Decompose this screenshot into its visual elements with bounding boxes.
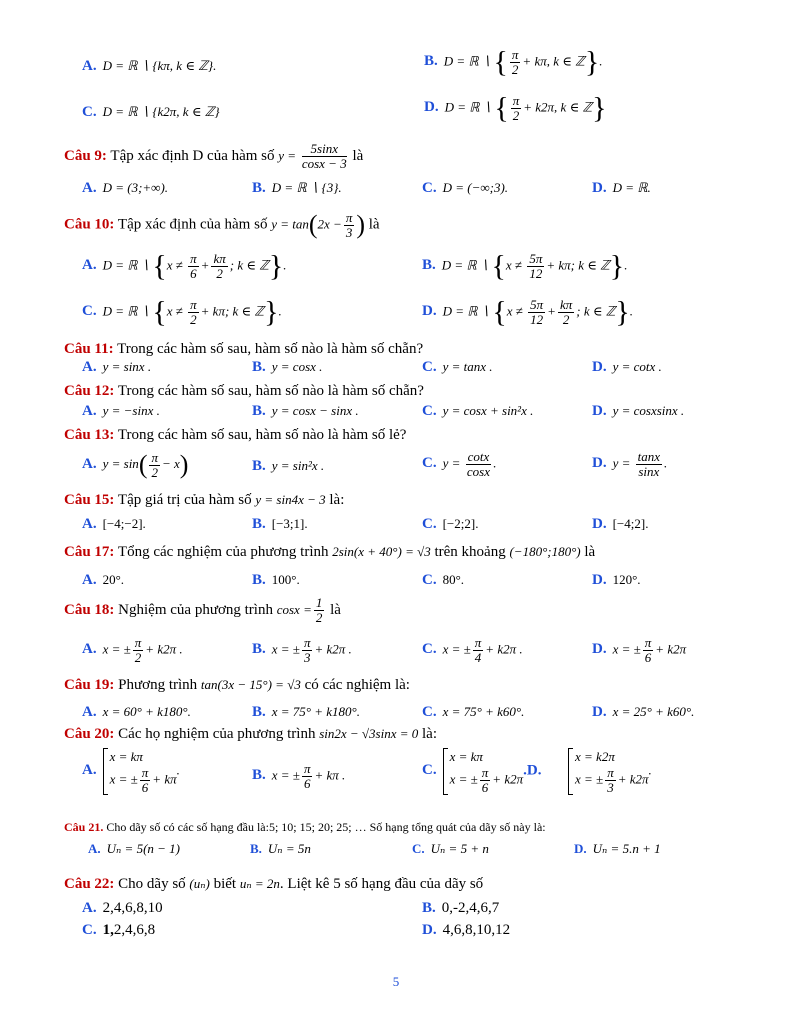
question-20: Câu 20: Các họ nghiệm của phương trình sin2x − √3sinx = 0 là: bbox=[64, 726, 438, 742]
q20-option-d: x = k2π x = ± $\frac{\pi}{3}$ + k2π . bbox=[568, 748, 652, 795]
q8-option-a: A. D = ℝ ∖ {kπ, k ∈ ℤ}. bbox=[82, 58, 217, 74]
q15-option-d: D. [−4;2]. bbox=[592, 516, 649, 532]
q9-option-c: C. D = (−∞;3). bbox=[422, 180, 509, 196]
q20-option-b: B. x = ± $\frac{\pi}{6}$ + kπ . bbox=[252, 761, 346, 791]
q18-option-b: B. x = ± $\frac{\pi}{3}$ + k2π . bbox=[252, 635, 352, 665]
question-10: Câu 10: Tập xác định của hàm số y = tan(2x − $\frac{\pi}{3}$ ) là bbox=[64, 209, 380, 240]
question-15: Câu 15: Tập giá trị của hàm số y = sin4x − 3 là: bbox=[64, 492, 345, 508]
question-13: Câu 13: Trong các hàm số sau, hàm số nào là hàm số lẻ? bbox=[64, 427, 407, 443]
q18-option-c: C. x = ± $\frac{\pi}{4}$ + k2π . bbox=[422, 635, 523, 665]
q19-option-a: A. x = 60° + k180°. bbox=[82, 704, 191, 720]
q20-option-a: A. x = kπ x = ± $\frac{\pi}{6}$ + kπ . bbox=[82, 749, 180, 795]
q21-option-a: A. Uₙ = 5(n − 1) bbox=[88, 841, 181, 856]
question-12: Câu 12: Trong các hàm số sau, hàm số nào là hàm số chẵn? bbox=[64, 383, 424, 399]
question-21: Câu 21. Cho dãy số có các số hạng đầu là:5; 10; 15; 20; 25; … Số hạng tổng quát của dãy số này là: bbox=[64, 820, 546, 834]
q19-option-d: D. x = 25° + k60°. bbox=[592, 704, 695, 720]
question-19: Câu 19: Phương trình tan(3x − 15°) = √3 có các nghiệm là: bbox=[64, 677, 410, 693]
q20-option-c: C. x = kπ x = ± $\frac{\pi}{6}$ + k2π .D. bbox=[422, 749, 542, 795]
q12-option-b: B. y = cosx − sinx . bbox=[252, 403, 359, 419]
q9-option-d: D. D = ℝ. bbox=[592, 180, 651, 196]
q8-option-d: D. D = ℝ ∖ { $\frac{\pi}{2}$ + k2π, k ∈ ℤ} bbox=[424, 91, 607, 125]
q19-option-b: B. x = 75° + k180°. bbox=[252, 704, 360, 720]
q15-option-a: A. [−4;−2]. bbox=[82, 516, 146, 532]
q13-option-d: D. y = $\frac{\tan x}{\sin x}$ . bbox=[592, 449, 668, 479]
q8-option-b: B. D = ℝ ∖ { $\frac{\pi}{2}$ + kπ, k ∈ ℤ}. bbox=[424, 45, 603, 79]
q10-option-c: C. D = ℝ ∖ {x ≠ $\frac{\pi}{2}$ + kπ; k ∈ ℤ}. bbox=[82, 295, 282, 329]
q22-option-c: C. 1,2,4,6,8 bbox=[82, 922, 156, 938]
q8-option-c: C. D = ℝ ∖ {k2π, k ∈ ℤ} bbox=[82, 104, 220, 120]
q17-option-c: C. 80°. bbox=[422, 572, 465, 588]
q21-option-b: B. Uₙ = 5n bbox=[250, 841, 311, 856]
q10-option-a: A. D = ℝ ∖ {x ≠ $\frac{\pi}{6}$ + $\frac{k\pi}{2}$ ; k ∈ ℤ}. bbox=[82, 249, 287, 283]
q19-option-c: C. x = 75° + k60°. bbox=[422, 704, 525, 720]
q11-option-a: A. y = sinx . bbox=[82, 359, 152, 375]
question-22: Câu 22: Cho dãy số (uₙ) biết uₙ = 2n. Liệt kê 5 số hạng đầu của dãy số bbox=[64, 876, 484, 892]
q9-option-a: A. D = (3;+∞). bbox=[82, 180, 169, 196]
q10-option-d: D. D = ℝ ∖ {x ≠ $\frac{5\pi}{12}$ + $\frac{k\pi}{2}$ ; k ∈ ℤ}. bbox=[422, 295, 634, 329]
q22-option-b: B. 0,-2,4,6,7 bbox=[422, 900, 500, 916]
q9-option-b: B. D = ℝ ∖ {3}. bbox=[252, 180, 342, 196]
q15-option-c: C. [−2;2]. bbox=[422, 516, 479, 532]
q18-option-d: D. x = ± $\frac{\pi}{6}$ + k2π bbox=[592, 635, 687, 665]
q21-option-d: D. Uₙ = 5.n + 1 bbox=[574, 841, 661, 856]
q22-option-a: A. 2,4,6,8,10 bbox=[82, 900, 163, 916]
q15-option-b: B. [−3;1]. bbox=[252, 516, 308, 532]
q22-option-d: D. 4,6,8,10,12 bbox=[422, 922, 511, 938]
question-17: Câu 17: Tổng các nghiệm của phương trình 2sin(x + 40°) = √3 trên khoảng (−180°;180°) là bbox=[64, 544, 596, 560]
q10-option-b: B. D = ℝ ∖ {x ≠ $\frac{5\pi}{12}$ + kπ; k ∈ ℤ}. bbox=[422, 249, 628, 283]
q12-option-a: A. y = −sinx . bbox=[82, 403, 160, 419]
q17-option-b: B. 100°. bbox=[252, 572, 300, 588]
question-11: Câu 11: Trong các hàm số sau, hàm số nào là hàm số chẵn? bbox=[64, 341, 424, 357]
q11-option-b: B. y = cosx . bbox=[252, 359, 323, 375]
q12-option-d: D. y = cosxsinx . bbox=[592, 403, 685, 419]
question-18: Câu 18: Nghiệm của phương trình cosx = $\frac{1}{2}$ là bbox=[64, 595, 341, 625]
question-9: Câu 9: Tập xác định D của hàm số y = $\frac{5\sin x}{\cos x - 3}$ là bbox=[64, 141, 364, 171]
q17-option-d: D. 120°. bbox=[592, 572, 641, 588]
q11-option-d: D. y = cotx . bbox=[592, 359, 662, 375]
page-number: 5 bbox=[392, 974, 400, 989]
q13-option-b: B. y = sin²x . bbox=[252, 458, 325, 474]
q12-option-c: C. y = cosx + sin²x . bbox=[422, 403, 534, 419]
q11-option-c: C. y = tanx . bbox=[422, 359, 493, 375]
q18-option-a: A. x = ± $\frac{\pi}{2}$ + k2π . bbox=[82, 635, 183, 665]
q13-option-c: C. y = $\frac{\cot x}{\cos x}$ . bbox=[422, 449, 497, 479]
q21-option-c: C. Uₙ = 5 + n bbox=[412, 841, 489, 856]
q13-option-a: A. y = sin( $\frac{\pi}{2}$ − x) bbox=[82, 449, 189, 480]
q17-option-a: A. 20°. bbox=[82, 572, 125, 588]
